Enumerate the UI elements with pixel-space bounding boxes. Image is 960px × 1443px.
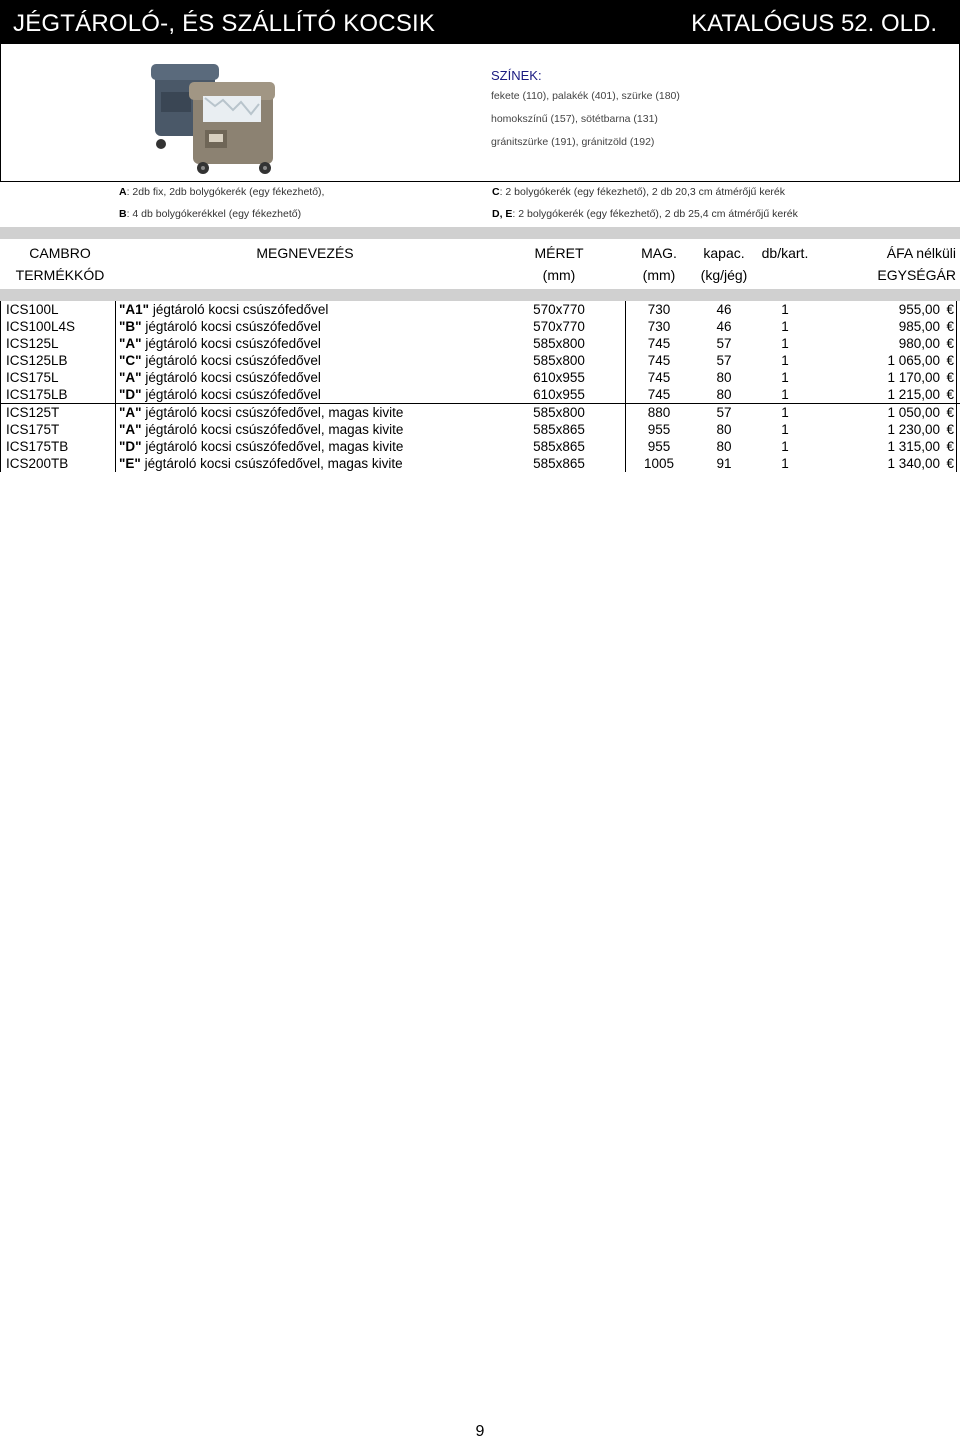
column-rule (956, 301, 957, 318)
model-label: "A" (119, 336, 142, 351)
table-row (0, 301, 960, 318)
product-height: 745 (647, 336, 671, 351)
col-size-unit: (mm) (542, 267, 576, 283)
product-code: ICS200TB (6, 456, 69, 471)
product-name (119, 318, 321, 335)
column-rule (115, 455, 116, 472)
product-height: 955 (647, 439, 671, 454)
product-description: jégtároló kocsi csúszófedővel (141, 353, 321, 368)
column-rule (956, 421, 957, 438)
product-size: 585x800 (533, 336, 585, 351)
currency-symbol: € (946, 302, 954, 317)
product-description: jégtároló kocsi csúszófedővel, magas kivite (141, 405, 404, 420)
column-rule (625, 386, 626, 403)
product-table (0, 301, 960, 472)
product-description: jégtároló kocsi csúszófedővel (149, 302, 329, 317)
product-pack: 1 (781, 302, 789, 317)
column-rule (956, 318, 957, 335)
column-rule (625, 404, 626, 421)
currency-symbol: € (946, 353, 954, 368)
column-rule (115, 318, 116, 335)
product-price: 980,00 (898, 336, 940, 351)
product-name (119, 301, 328, 318)
colors-label: SZÍNEK: (491, 68, 542, 83)
col-height-unit: (mm) (642, 267, 676, 283)
page-header (0, 0, 960, 44)
table-row (0, 421, 960, 438)
col-code-sublabel: TERMÉKKÓD (15, 267, 105, 283)
product-description: jégtároló kocsi csúszófedővel (141, 336, 321, 351)
product-price: 1 065,00 (887, 353, 940, 368)
product-price: 1 340,00 (887, 456, 940, 471)
product-size: 585x800 (533, 405, 585, 420)
product-info-box (0, 44, 960, 182)
product-capacity: 46 (716, 302, 732, 317)
product-description: jégtároló kocsi csúszófedővel (141, 370, 321, 385)
currency-symbol: € (946, 319, 954, 334)
wheel-legend (0, 182, 960, 226)
product-size: 585x865 (533, 456, 585, 471)
product-pack: 1 (781, 405, 789, 420)
column-rule (956, 352, 957, 369)
product-size: 585x800 (533, 353, 585, 368)
column-rule (625, 335, 626, 352)
divider-band (0, 289, 960, 301)
column-rule (0, 369, 1, 386)
column-rule (0, 352, 1, 369)
product-code: ICS175TB (6, 439, 69, 454)
table-row (0, 352, 960, 369)
column-rule (115, 386, 116, 403)
column-rule (956, 404, 957, 421)
product-name (119, 335, 321, 352)
col-capacity-label: kapac. (703, 245, 745, 261)
column-rule (0, 335, 1, 352)
column-rule (0, 318, 1, 335)
model-label: "A" (119, 370, 142, 385)
product-code: ICS175L (6, 370, 59, 385)
product-capacity: 80 (716, 422, 732, 437)
column-rule (625, 455, 626, 472)
product-pack: 1 (781, 422, 789, 437)
col-price-label: ÁFA nélküli (886, 245, 956, 261)
currency-symbol: € (946, 456, 954, 471)
product-price: 1 215,00 (887, 387, 940, 402)
product-pack: 1 (781, 387, 789, 402)
column-rule (625, 301, 626, 318)
page-number: 9 (475, 1423, 485, 1440)
table-row (0, 403, 960, 421)
column-rule (115, 438, 116, 455)
table-row (0, 335, 960, 352)
product-code: ICS175LB (6, 387, 68, 402)
model-label: "A" (119, 422, 142, 437)
table-row (0, 318, 960, 335)
product-code: ICS100L4S (6, 319, 76, 334)
col-code-label: CAMBRO (29, 245, 91, 261)
product-name (119, 404, 403, 421)
column-rule (625, 438, 626, 455)
wheel-note-c: C: 2 bolygókerék (egy fékezhető), 2 db 20,3 cm átmérőjű kerék (492, 186, 785, 198)
ice-cart-image (141, 52, 281, 176)
colors-line: gránitszürke (191), gránitzöld (192) (491, 136, 655, 148)
currency-symbol: € (946, 387, 954, 402)
colors-line: fekete (110), palakék (401), szürke (180) (491, 90, 680, 102)
product-name (119, 438, 403, 455)
product-pack: 1 (781, 370, 789, 385)
column-rule (115, 421, 116, 438)
column-rule (956, 386, 957, 403)
wheel-note-b: B: 4 db bolygókerékkel (egy fékezhető) (119, 208, 302, 220)
product-code: ICS125T (6, 405, 60, 420)
catalog-reference: KATALÓGUS 52. OLD. (691, 10, 937, 37)
currency-symbol: € (946, 405, 954, 420)
colors-section (491, 68, 680, 158)
product-height: 745 (647, 370, 671, 385)
column-rule (625, 318, 626, 335)
product-name (119, 455, 403, 472)
column-rule (115, 404, 116, 421)
column-rule (956, 455, 957, 472)
product-pack: 1 (781, 456, 789, 471)
column-rule (115, 335, 116, 352)
model-label: "A" (119, 405, 142, 420)
product-height: 955 (647, 422, 671, 437)
column-rule (0, 438, 1, 455)
col-height-label: MAG. (641, 245, 677, 261)
product-description: jégtároló kocsi csúszófedővel, magas kivite (141, 439, 404, 454)
product-capacity: 80 (716, 387, 732, 402)
column-rule (115, 301, 116, 318)
col-pack-label: db/kart. (761, 245, 809, 261)
product-pack: 1 (781, 336, 789, 351)
table-row (0, 455, 960, 472)
product-code: ICS125LB (6, 353, 68, 368)
product-capacity: 46 (716, 319, 732, 334)
wheel-note-a: A: 2db fix, 2db bolygókerék (egy fékezhető), (119, 186, 325, 198)
product-size: 610x955 (533, 387, 585, 402)
currency-symbol: € (946, 370, 954, 385)
table-header (0, 239, 960, 289)
column-rule (625, 421, 626, 438)
currency-symbol: € (946, 336, 954, 351)
product-height: 745 (647, 387, 671, 402)
product-size: 610x955 (533, 370, 585, 385)
product-code: ICS175T (6, 422, 60, 437)
product-price: 1 170,00 (887, 370, 940, 385)
column-rule (0, 421, 1, 438)
model-label: "D" (119, 387, 142, 402)
product-price: 1 230,00 (887, 422, 940, 437)
col-price-sublabel: EGYSÉGÁR (877, 267, 956, 283)
product-description: jégtároló kocsi csúszófedővel (141, 387, 321, 402)
column-rule (0, 301, 1, 318)
product-name (119, 369, 321, 386)
col-size-label: MÉRET (534, 245, 584, 261)
product-size: 570x770 (533, 319, 585, 334)
product-price: 985,00 (898, 319, 940, 334)
model-label: "C" (119, 353, 142, 368)
product-code: ICS100L (6, 302, 59, 317)
product-size: 585x865 (533, 422, 585, 437)
product-height: 880 (647, 405, 671, 420)
model-label: "A1" (119, 302, 150, 317)
product-size: 585x865 (533, 439, 585, 454)
product-description: jégtároló kocsi csúszófedővel (141, 319, 321, 334)
model-label: "D" (119, 439, 142, 454)
product-height: 730 (647, 302, 671, 317)
column-rule (115, 352, 116, 369)
product-name (119, 352, 321, 369)
column-rule (0, 455, 1, 472)
product-description: jégtároló kocsi csúszófedővel, magas kivite (141, 422, 404, 437)
product-name (119, 386, 321, 403)
column-rule (956, 369, 957, 386)
column-rule (625, 369, 626, 386)
col-name-label: MEGNEVEZÉS (256, 245, 354, 261)
column-rule (956, 335, 957, 352)
product-capacity: 57 (716, 405, 732, 420)
product-capacity: 57 (716, 336, 732, 351)
page-title: JÉGTÁROLÓ-, ÉS SZÁLLÍTÓ KOCSIK (13, 10, 436, 37)
product-pack: 1 (781, 319, 789, 334)
product-capacity: 80 (716, 439, 732, 454)
currency-symbol: € (946, 439, 954, 454)
product-pack: 1 (781, 353, 789, 368)
product-price: 1 315,00 (887, 439, 940, 454)
product-capacity: 80 (716, 370, 732, 385)
column-rule (956, 438, 957, 455)
currency-symbol: € (946, 422, 954, 437)
column-rule (115, 369, 116, 386)
product-height: 1005 (643, 456, 675, 471)
product-height: 745 (647, 353, 671, 368)
product-pack: 1 (781, 439, 789, 454)
model-label: "E" (119, 456, 141, 471)
product-description: jégtároló kocsi csúszófedővel, magas kivite (140, 456, 403, 471)
colors-line: homokszínű (157), sötétbarna (131) (491, 113, 658, 125)
product-height: 730 (647, 319, 671, 334)
column-rule (0, 386, 1, 403)
column-rule (0, 404, 1, 421)
wheel-note-de: D, E: 2 bolygókerék (egy fékezhető), 2 db 25,4 cm átmérőjű kerék (492, 208, 798, 220)
product-size: 570x770 (533, 302, 585, 317)
column-rule (625, 352, 626, 369)
product-capacity: 91 (716, 456, 732, 471)
col-capacity-unit: (kg/jég) (700, 267, 748, 283)
product-capacity: 57 (716, 353, 732, 368)
product-code: ICS125L (6, 336, 59, 351)
table-row (0, 386, 960, 403)
model-label: "B" (119, 319, 142, 334)
product-name (119, 421, 403, 438)
table-row (0, 438, 960, 455)
product-price: 955,00 (898, 302, 940, 317)
divider-band (0, 227, 960, 239)
product-price: 1 050,00 (887, 405, 940, 420)
table-row (0, 369, 960, 386)
